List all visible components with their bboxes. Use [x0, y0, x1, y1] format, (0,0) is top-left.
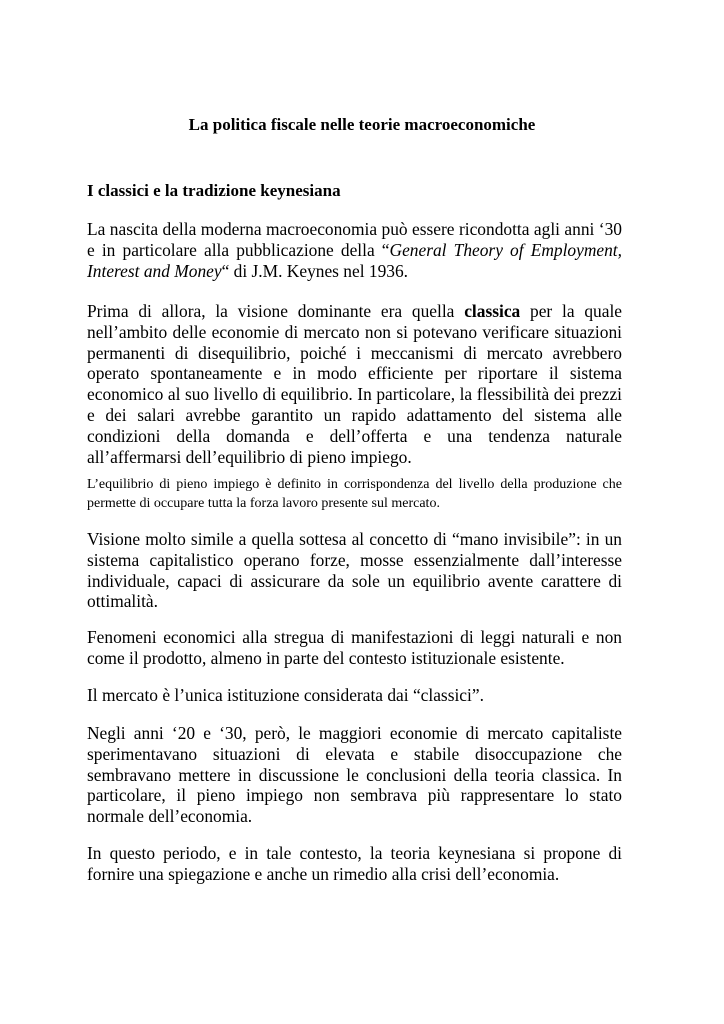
- section-heading: I classici e la tradizione keynesiana: [87, 181, 341, 200]
- paragraph-6: Negli anni ‘20 e ‘30, però, le maggiori economie di mercato capitaliste sperimentavano situazioni di elevata e stabile disoccupazione che sembravano mettere in discussione le conclusioni della teoria classica. In particolare, il pieno impiego non sembrava più rappresentare lo stato normale dell’economia.: [87, 723, 622, 827]
- keyword-classica: classica: [464, 301, 521, 321]
- paragraph-2: [87, 301, 622, 467]
- book-title: General Theory of Employment, Interest and Money: [87, 239, 622, 281]
- paragraph-3: Visione molto simile a quella sottesa al concetto di “mano invisibile”: in un sistema capitalistico operano forze, mosse essenzialmente dall’interesse individuale, capaci di assicurare da sole un equilibrio avente carattere di ottimalità.: [87, 529, 622, 612]
- paragraph-5: Il mercato è l’unica istituzione considerata dai “classici”.: [87, 685, 484, 705]
- paragraph-2-text-b: per la quale nell’ambito delle economie di mercato non si potevano verificare situazioni permanenti di disequilibrio, poiché i meccanismi di mercato avrebbero operato spontaneamente e in modo efficiente per riportare il sistema economico al suo livello di equilibrio. In particolare, la flessibilità dei prezzi e dei salari avrebbe garantito un rapido adattamento del sistema alle condizioni della domanda e dell’offerta e una tendenza naturale all’affermarsi dell’equilibrio di pieno impiego.: [87, 301, 623, 467]
- document-title: La politica fiscale nelle teorie macroeconomiche: [188, 115, 536, 134]
- paragraph-4: Fenomeni economici alla stregua di manifestazioni di leggi naturali e non come il prodotto, almeno in parte del contesto istituzionale esistente.: [87, 627, 622, 668]
- paragraph-1: [87, 219, 622, 281]
- paragraph-1-text-b: “ di J.M. Keynes nel 1936.: [221, 260, 409, 281]
- footnote-paragraph: L’equilibrio di pieno impiego è definito in corrispondenza del livello della produzione che permette di occupare tutta la forza lavoro presente sul mercato.: [87, 477, 622, 511]
- paragraph-1-text-a: La nascita della moderna macroeconomia può essere ricondotta agli anni ‘30 e in particolare alla pubblicazione della “: [87, 219, 622, 260]
- paragraph-2-text-a: Prima di allora, la visione dominante era quella: [87, 301, 465, 321]
- paragraph-7: In questo periodo, e in tale contesto, la teoria keynesiana si propone di fornire una spiegazione e anche un rimedio alla crisi dell’economia.: [87, 843, 622, 884]
